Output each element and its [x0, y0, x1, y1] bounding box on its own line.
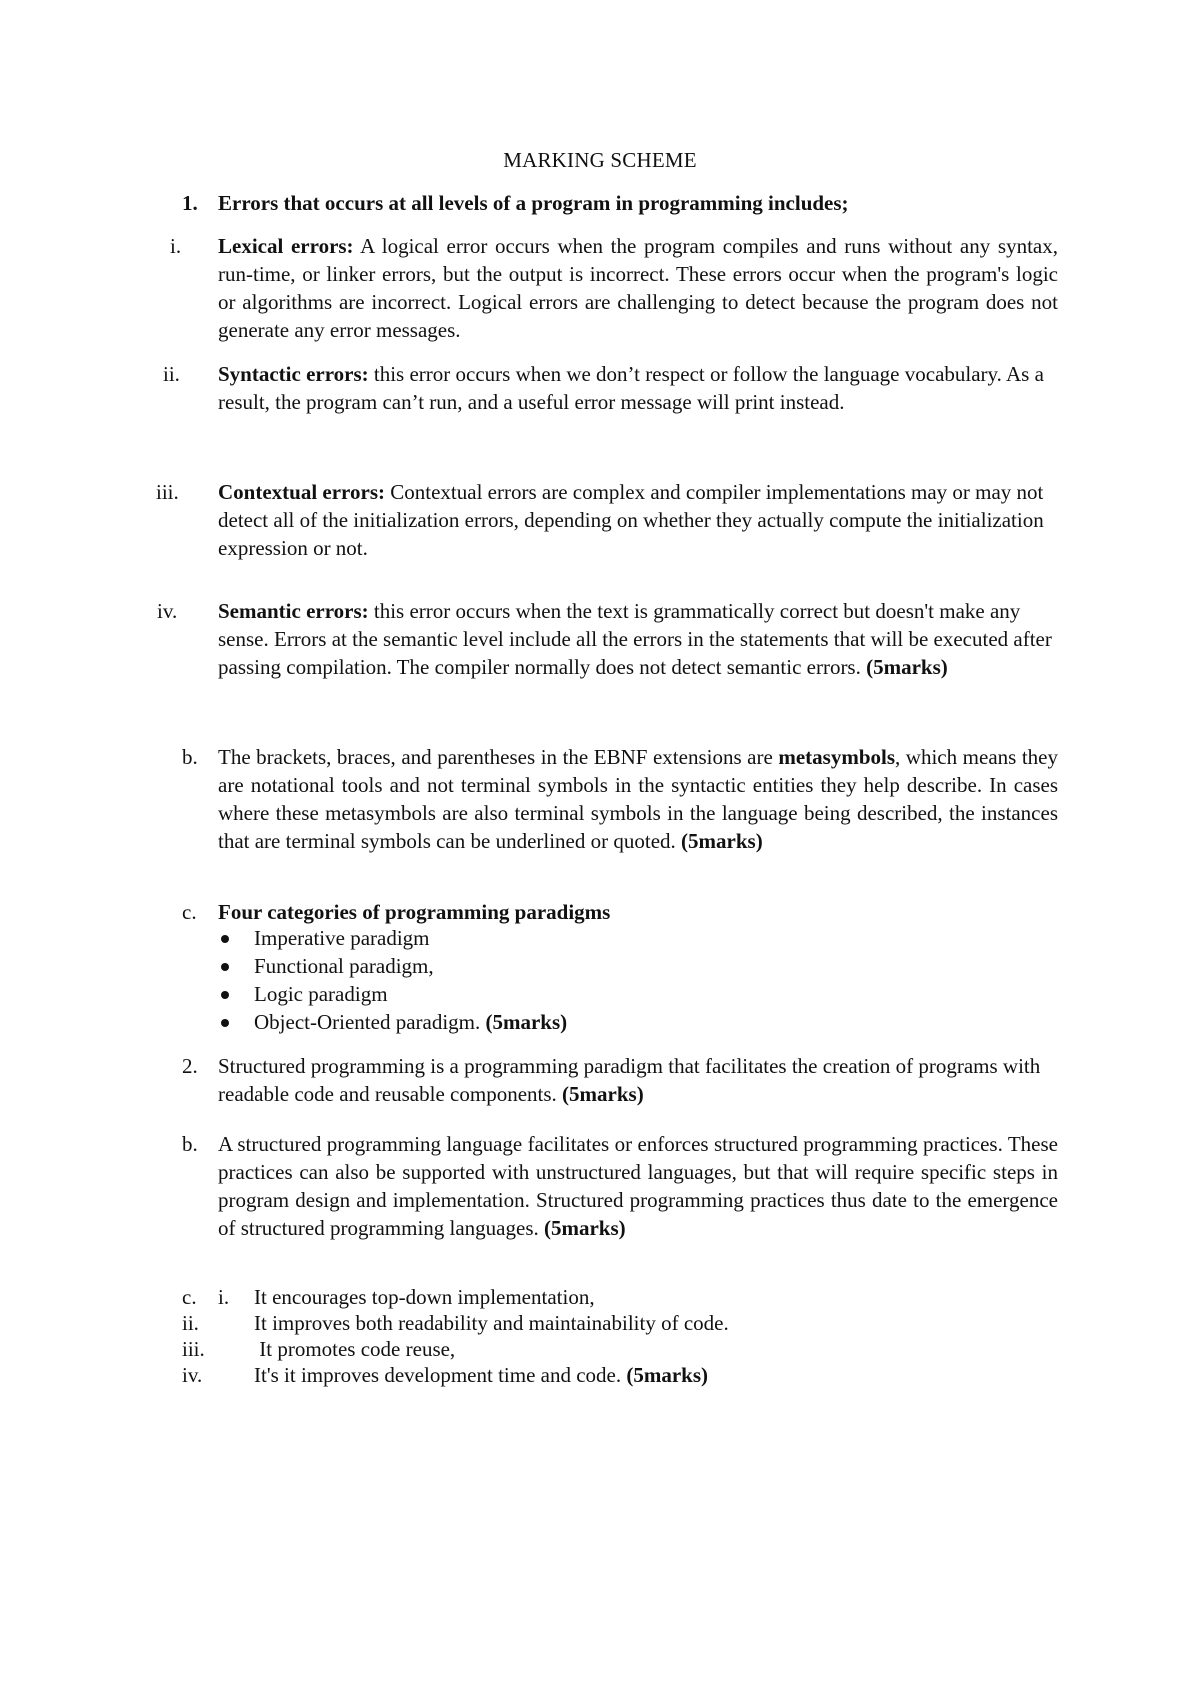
paradigm-list-container: [218, 924, 1058, 1036]
q1-item-semantic: [218, 597, 1068, 681]
page-title: MARKING SCHEME: [503, 148, 697, 172]
q1-item-label: i.: [170, 234, 182, 258]
list-item: [218, 952, 1058, 980]
paradigm-object-oriented: Object-Oriented paradigm.: [254, 1010, 486, 1034]
marks-label: (5marks): [866, 655, 948, 679]
marks-label: (5marks): [626, 1363, 709, 1387]
paradigm-logic: Logic paradigm: [254, 982, 388, 1006]
term-syntactic-errors: Syntactic errors:: [218, 362, 369, 386]
lexical-errors-text: A logical error occurs when the program compiles and runs without any syntax, run-time, or linker errors, but the output is incorrect. These errors occur when the program's logic or algorithms are incorrect. Logical errors are challenging to detect because the program does not generate any error messages.: [218, 234, 1058, 342]
term-contextual-errors: Contextual errors:: [218, 480, 385, 504]
contextual-errors-text: Contextual errors are complex and compiler implementations may or may not detect all of the initialization errors, depending on whether they actually compute the initialization expression or not.: [218, 480, 1044, 560]
marks-label: (5marks): [485, 1010, 568, 1034]
q2-number: 2.: [182, 1054, 198, 1078]
q1-number: 1.: [182, 191, 198, 215]
q1-heading: Errors that occurs at all levels of a program in programming includes;: [218, 191, 849, 215]
q2-c-item-label: i.: [218, 1285, 230, 1309]
q2-b-answer: [218, 1130, 1058, 1242]
q2-c-item-text: It's it improves development time and code.: [254, 1363, 627, 1387]
list-item: [218, 924, 1058, 952]
term-semantic-errors: Semantic errors:: [218, 599, 369, 623]
q2-answer: [218, 1052, 1048, 1108]
semantic-errors-text: this error occurs when the text is grammatically correct but doesn't make any sense. Errors at the semantic level include all the errors in the statements that will be executed after passing compilation. The compiler normally does not detect semantic errors.: [218, 599, 1052, 679]
marks-label: (5marks): [681, 829, 763, 853]
paradigm-functional: Functional paradigm,: [254, 954, 434, 978]
q2-c-item-text: It promotes code reuse,: [254, 1337, 456, 1361]
q2-text: Structured programming is a programming paradigm that facilitates the creation of programs with readable code and reusable components.: [218, 1054, 1041, 1106]
marks-label: (5marks): [562, 1082, 644, 1106]
syntactic-errors-text: this error occurs when we don’t respect or follow the language vocabulary. As a result, the program can’t run, and a useful error message will print instead.: [218, 362, 1044, 414]
bullet-icon: [221, 935, 229, 943]
paradigm-imperative: Imperative paradigm: [254, 926, 430, 950]
q2-c-item-label: iii.: [182, 1337, 205, 1361]
q1-c-heading: Four categories of programming paradigms: [218, 900, 611, 924]
q1-item-label: iv.: [157, 599, 178, 623]
term-metasymbols: metasymbols: [778, 745, 896, 769]
q1-item-lexical: [218, 232, 1058, 344]
bullet-icon: [221, 963, 229, 971]
q2-b-label: b.: [182, 1132, 198, 1156]
bullet-icon: [221, 1019, 229, 1027]
q1-b-answer: [218, 743, 1058, 855]
q2-b-text: A structured programming language facilitates or enforces structured programming practices. These practices can also be supported with unstructured languages, but that will require specific steps in program design and implementation. Structured programming practices thus date to the emergence of structured programming languages.: [218, 1132, 1058, 1240]
q1-item-label: ii.: [163, 362, 180, 386]
q2-c-item-last: [254, 1361, 708, 1389]
paradigm-list: [218, 924, 1058, 1036]
list-item: [218, 980, 1058, 1008]
q1-b-text-before: The brackets, braces, and parentheses in the EBNF extensions are: [218, 745, 779, 769]
marks-label: (5marks): [544, 1216, 626, 1240]
list-item: [218, 1008, 1058, 1036]
q1-item-contextual: [218, 478, 1048, 562]
term-lexical-errors: Lexical errors:: [218, 234, 354, 258]
q1-b-label: b.: [182, 745, 198, 769]
q1-item-label: iii.: [156, 480, 179, 504]
q1-item-syntactic: [218, 360, 1048, 416]
q2-c-item-label: iv.: [182, 1363, 203, 1387]
q1-b-text-after: , which means they are notational tools and not terminal symbols in the syntactic entities they help describe. In cases where these metasymbols are also terminal symbols in the language being described, the instances that are terminal symbols can be underlined or quoted.: [218, 745, 1058, 853]
q2-c-item-text: It encourages top-down implementation,: [254, 1285, 595, 1309]
q2-c-label: c.: [182, 1285, 197, 1309]
q1-c-label: c.: [182, 900, 197, 924]
bullet-icon: [221, 991, 229, 999]
q2-c-item-text: It improves both readability and maintainability of code.: [254, 1311, 729, 1335]
q2-c-item-label: ii.: [182, 1311, 199, 1335]
